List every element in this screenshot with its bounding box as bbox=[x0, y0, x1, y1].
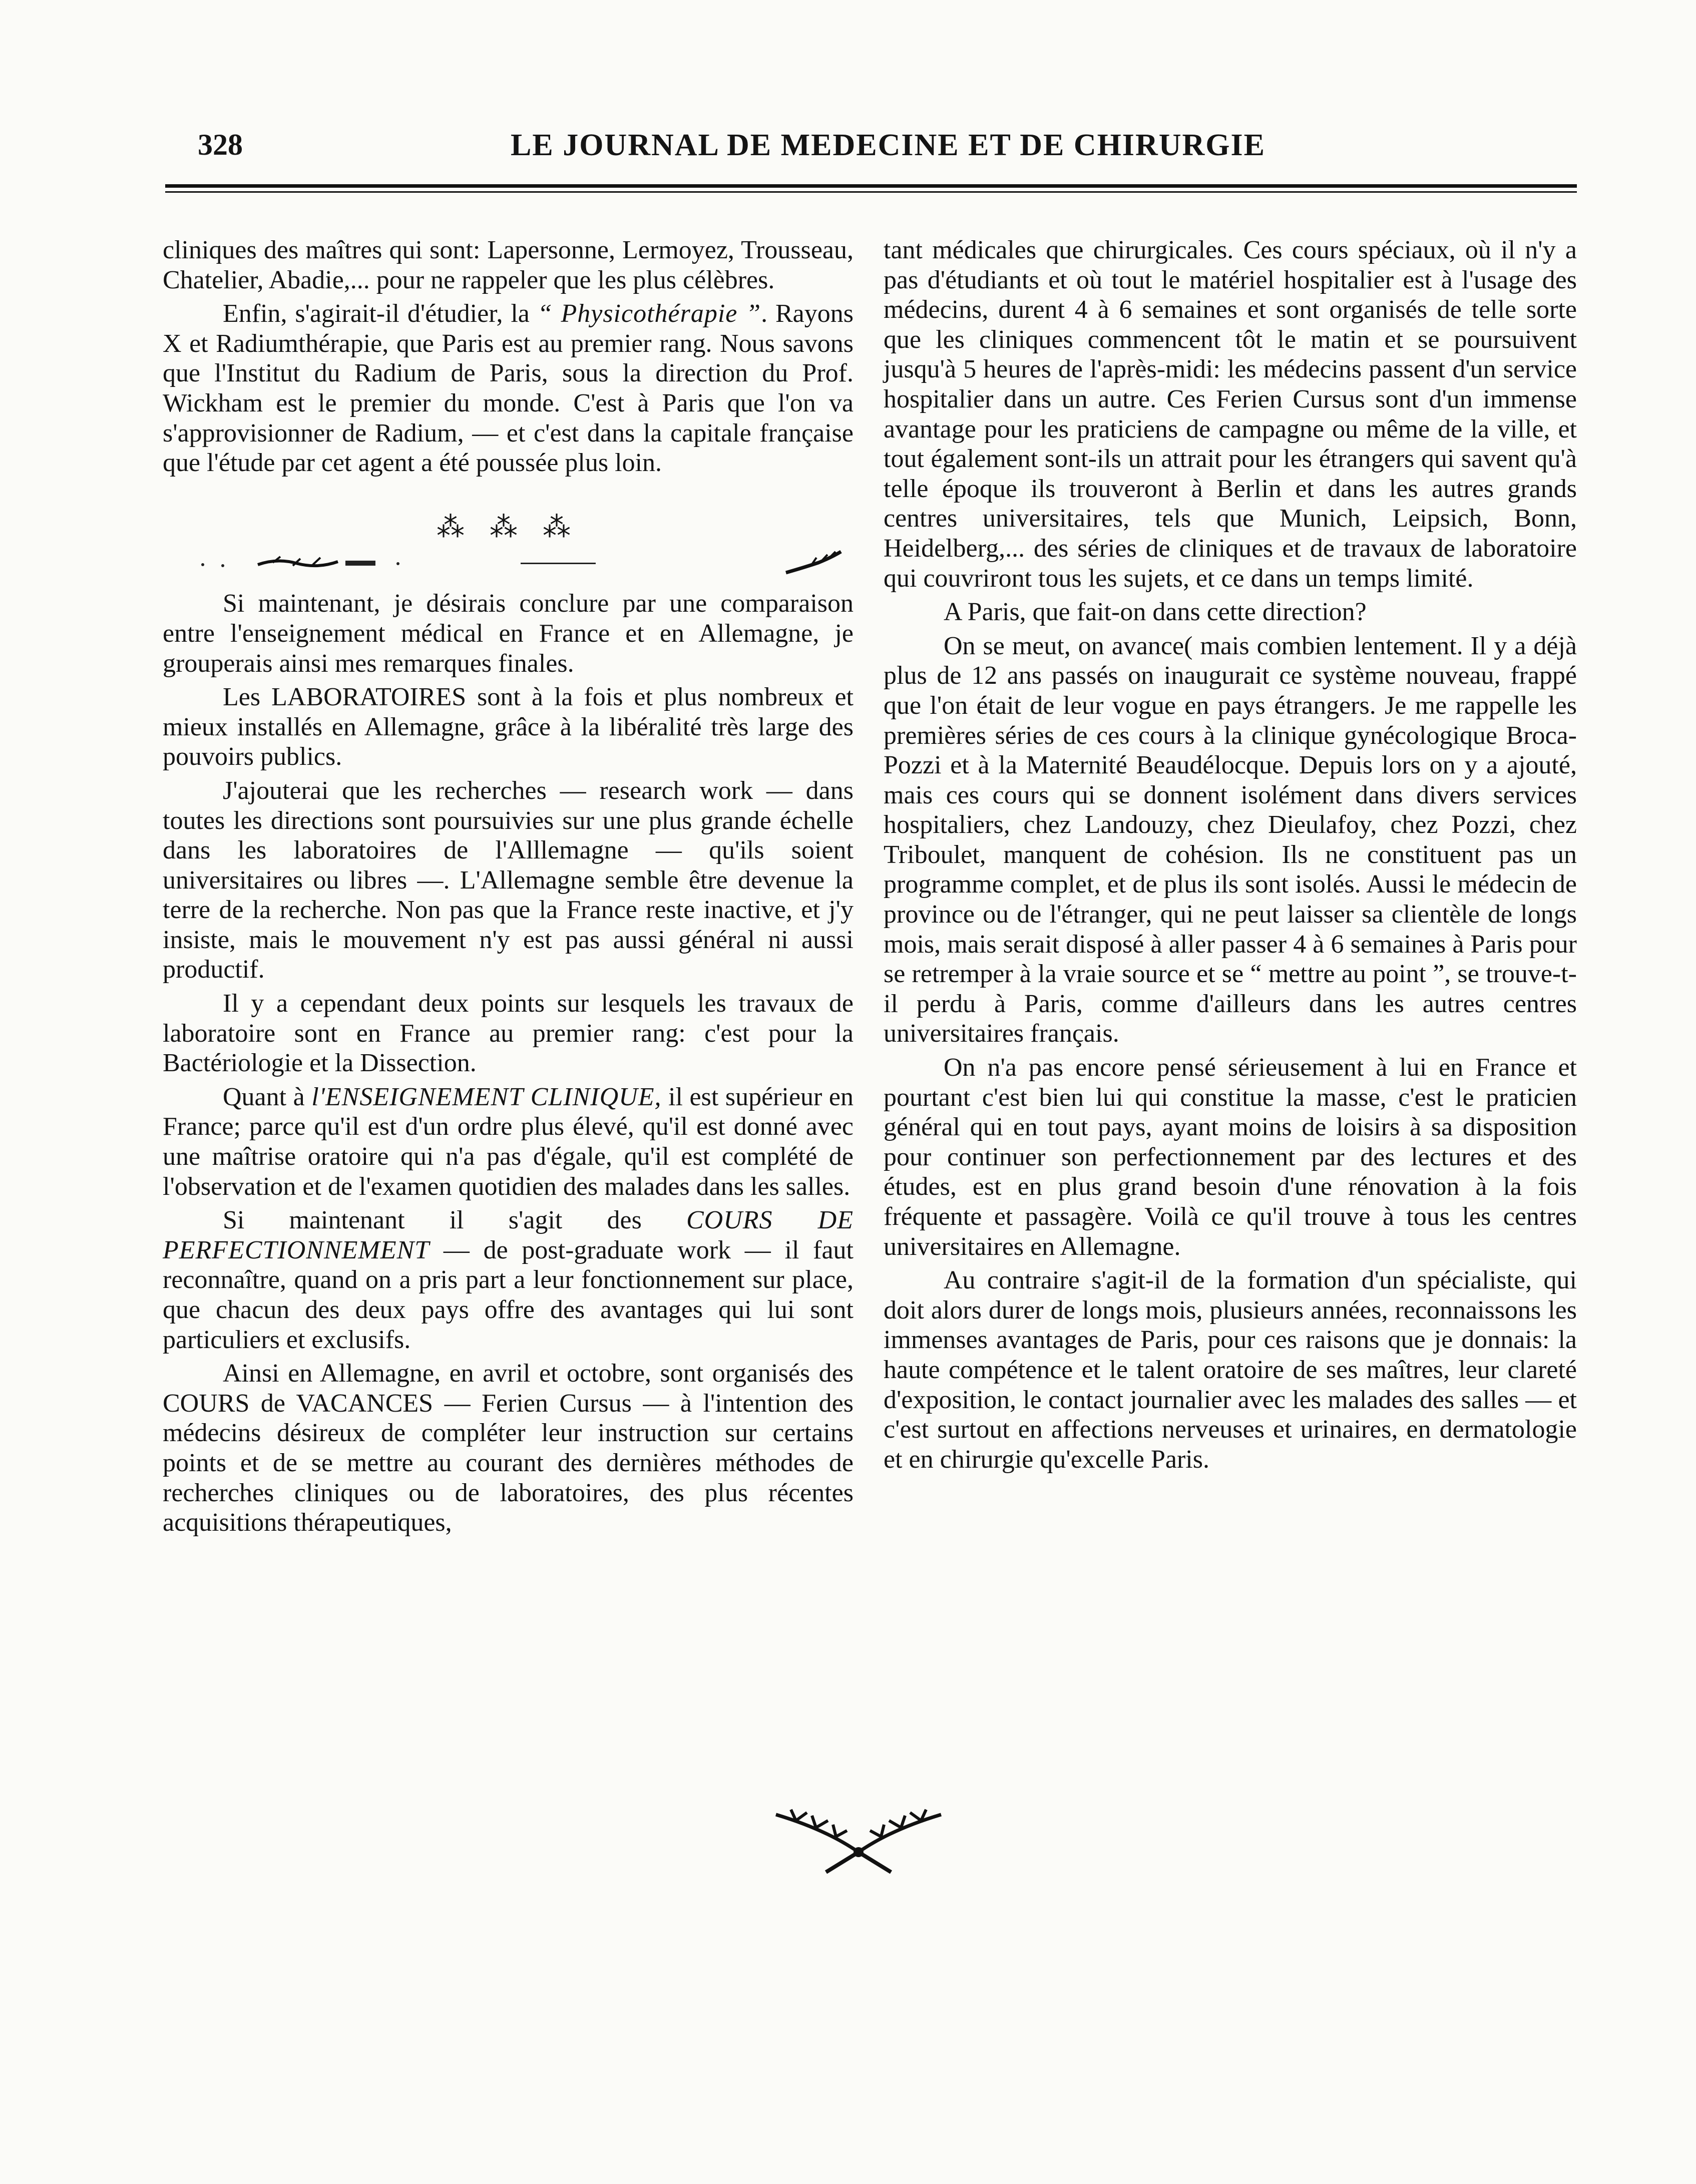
left-paragraph-1: cliniques des maîtres qui sont: Lapersonne, Lermoyez, Trousseau, Chatelier, Abadie,... pour ne rappeler que les plus célèbres. bbox=[163, 236, 854, 294]
header-rule-thick bbox=[165, 184, 1577, 188]
ornament-left-icon bbox=[198, 555, 508, 573]
left-paragraph-8 bbox=[163, 1205, 854, 1355]
left-paragraph-6: Il y a cependant deux points sur lesquels les travaux de laboratoire sont en France au premier rang: c'est pour la Bactériologie et la Dissection. bbox=[163, 989, 854, 1078]
left-p7-text-a: Quant à bbox=[223, 1082, 312, 1111]
right-paragraph-1: tant médicales que chirurgicales. Ces cours spéciaux, où il n'y a pas d'étudiants et où tout le matériel hospitalier est à l'usage des médecins, durent 4 à 6 semaines et sont organisés de telle sorte que les cliniques commencent tôt le matin et se poursuivent jusqu'à 5 heures de l'après-midi: les médecins passent d'un service hospitalier dans un autre. Ces Ferien Cursus sont d'un immense avantage pour les praticiens de campagne ou même de la ville, et tout également sont-ils un attrait pour les étrangers qui savent qu'à telle époque ils trouveront à Berlin et dans les autres grands centres universitaires, tels que Munich, Leipsich, Bonn, Heidelberg,... des séries de cliniques et de travaux de laboratoire qui couvriront tous les sujets, et ce dans un temps limité. bbox=[884, 236, 1577, 593]
left-paragraph-3: Si maintenant, je désirais conclure par une comparaison entre l'enseignement médical en France et en Allemagne, je grouperais ainsi mes remarques finales. bbox=[163, 589, 854, 678]
left-p2-text-b: . Rayons X et Radiumthérapie, que Paris est au premier rang. Nous savons que l'Institut du Radium de Paris, sous la direction du Prof. Wickham est le premier du monde. C'est à Paris que l'on va s'approvisionner de Radium, — et c'est dans la capitale française que l'étude par cet agent a été poussée plus loin. bbox=[163, 299, 854, 478]
right-paragraph-3: On se meut, on avance( mais combien lentement. Il y a déjà plus de 12 ans passés on inaugurait ce système nouveau, frappé que l'on était de leur vogue en pays étrangers. Je me rappelle les premières séries de ces cours à la clinique gynécologique Broca-Pozzi et à la Maternité Beaudélocque. Depuis lors on y a ajouté, mais ces cours qui se donnent isolément dans divers services hospitaliers, chez Landouzy, chez Dieulafoy, chez Pozzi, chez Triboulet, manquent de cohésion. Ils ne constituent pas un programme complet, et de plus ils sont isolés. Aussi le médecin de province ou de l'étranger, qui ne peut laisser sa clientèle de longs mois, mais serait disposé à aller passer 4 à 6 semaines à Paris pour se retremper à la vraie source et se “ mettre au point ”, se trouve-t-il perdu à Paris, comme d'ailleurs dans les autres centres universitaires français. bbox=[884, 631, 1577, 1048]
left-p8-text-a: Si maintenant il s'agit des bbox=[223, 1206, 686, 1235]
right-paragraph-2: A Paris, que fait-on dans cette direction? bbox=[944, 598, 1367, 627]
physicotherapie-term: “ Physicothérapie ” bbox=[537, 299, 761, 328]
enseignement-clinique-term: l'ENSEIGNEMENT CLINIQUE, bbox=[311, 1082, 662, 1111]
right-column bbox=[884, 235, 1577, 1474]
section-separator bbox=[163, 548, 854, 578]
right-paragraph-4: On n'a pas encore pensé sérieusement à lui en France et pourtant c'est bien lui qui constitue la masse, c'est le praticien général qui en tout pays, ayant moins de loisirs à sa disposition pour continuer son perfectionnement par des lectures et des études, est en plus grand besoin d'une rénovation à la fois fréquente et passagère. Voilà ce qu'il trouve à tous les centres universitaires en Allemagne. bbox=[884, 1053, 1577, 1261]
left-p7-text-b: il est supérieur en France; parce qu'il est d'un ordre plus élevé, qu'il est donné avec une maîtrise oratoire qui n'a pas d'égale, qu'il est complété de l'observation et de l'examen quotidien des malades dans les salles. bbox=[163, 1082, 854, 1201]
separator-dash bbox=[521, 563, 596, 564]
left-paragraph-5: J'ajouterai que les recherches — research work — dans toutes les directions sont poursuivies sur une plus grande échelle dans les laboratoires de l'Alllemagne — qu'ils soient universitaires ou libres —. L'Allemagne semble être devenue la terre de la recherche. Non pas que la France reste inactive, et j'y insiste, mais le mouvement n'y est pas aussi général ni aussi productif. bbox=[163, 776, 854, 984]
right-paragraph-5: Au contraire s'agit-il de la formation d'un spécialiste, qui doit alors durer de longs mois, plusieurs années, reconnaissons les immenses avantages de Paris, pour ces raisons que je donnais: la haute compétence et le talent oratoire de ses maîtres, leur clareté d'exposition, le contact journalier avec les malades des salles — et c'est surtout en affections nerveuses et urinaires, en dermatologie et en chirurgie qu'excelle Paris. bbox=[884, 1266, 1577, 1474]
left-paragraph-2 bbox=[163, 299, 854, 478]
left-column bbox=[163, 235, 854, 1538]
left-paragraph-9: Ainsi en Allemagne, en avril et octobre, sont organisés des COURS de VACANCES — Ferien Cursus — à l'intention des médecins désireux de compléter leur instruction sur certains points et de se mettre au courant des dernières méthodes de recherches cliniques ou de laboratoires, des plus récentes acquisitions thérapeutiques, bbox=[163, 1359, 854, 1537]
running-title: LE JOURNAL DE MEDECINE ET DE CHIRURGIE bbox=[511, 128, 1265, 162]
asterism: ⁂ ⁂ ⁂ bbox=[437, 512, 580, 543]
cours-perfectionnement-term: COURS DE PERFECTIONNEMENT bbox=[163, 1206, 854, 1264]
left-paragraph-7 bbox=[163, 1082, 854, 1201]
left-p2-text-a: Enfin, s'agirait-il d'étudier, la bbox=[223, 299, 538, 328]
left-p8-text-b: — de post-graduate work — il faut reconnaître, quand on a pris part a leur fonctionnement sur place, que chacun des deux pays offre des avantages qui lui sont particuliers et exclusifs. bbox=[163, 1235, 854, 1354]
fleuron-ornament-icon bbox=[766, 1805, 951, 1877]
ornament-right-icon bbox=[783, 548, 843, 578]
left-paragraph-4: Les LABORATOIRES sont à la fois et plus nombreux et mieux installés en Allemagne, grâce à la libéralité très large des pouvoirs publics. bbox=[163, 683, 854, 771]
page-number: 328 bbox=[198, 128, 243, 161]
header-rule-thin bbox=[165, 191, 1577, 193]
